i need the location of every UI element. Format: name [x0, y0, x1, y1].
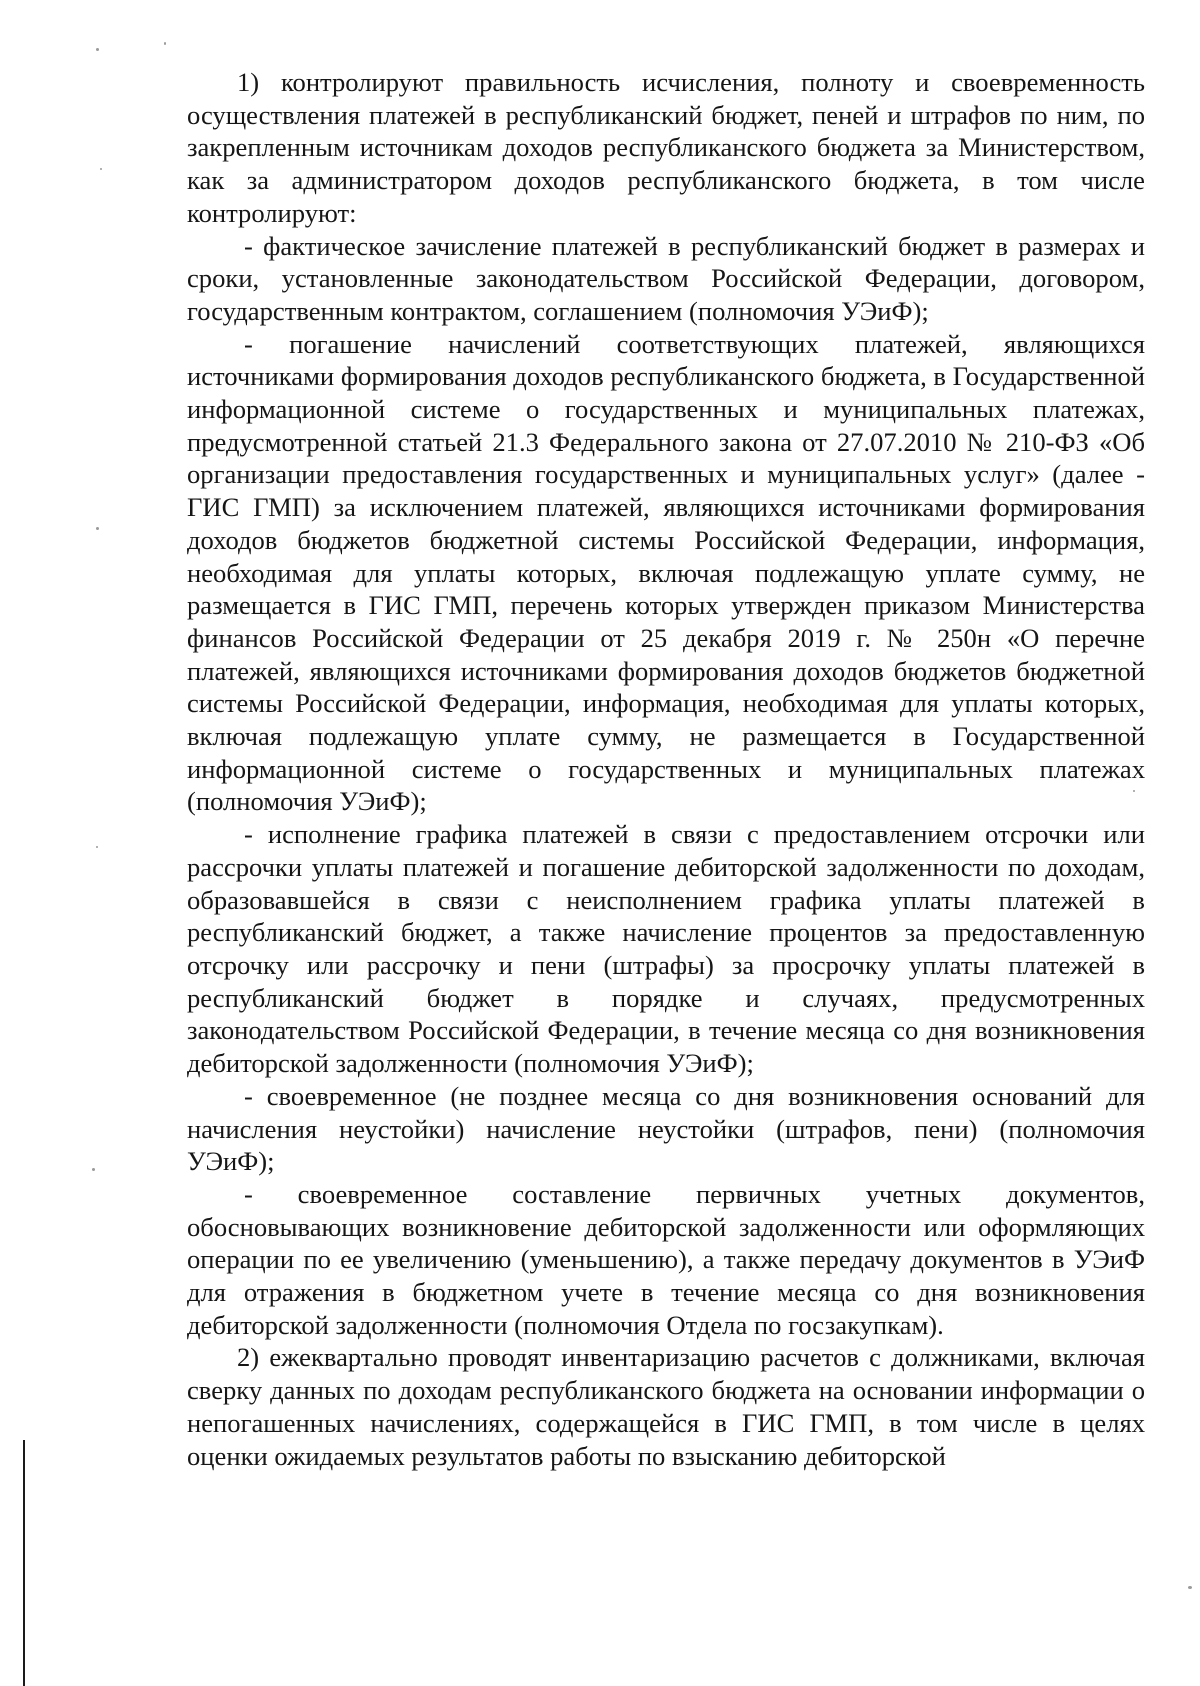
- paragraph-control-duties: 1) контролируют правильность исчисления, полноту и своевременность осуществления платежей в республиканский бюджет, пеней и штрафов по ним, по закрепленным источникам доходов республиканского бюджета за Министерством, как за администратором доходов республиканского бюджета, в том числе контролируют:: [187, 67, 1145, 228]
- scan-speck: [100, 168, 102, 170]
- paragraph-quarterly-inventory: 2) ежеквартально проводят инвентаризацию расчетов с должниками, включая сверку данных по доходам республиканского бюджета на основании информации о непогашенных начислениях, содержащейся в ГИС ГМП, в том числе в целях оценки ожидаемых результатов работы по взысканию дебиторской: [187, 1342, 1145, 1471]
- scan-edge-line: [23, 1440, 25, 1686]
- paragraph-actual-crediting: - фактическое зачисление платежей в республиканский бюджет в размерах и сроки, установленные законодательством Российской Федерации, договором, государственным контрактом, соглашением (полномочия УЭиФ);: [187, 230, 1145, 326]
- scan-speck: [96, 846, 98, 848]
- paragraph-primary-documents: - своевременное составление первичных учетных документов, обосновывающих возникновение дебиторской задолженности или оформляющих операции по ее увеличению (уменьшению), а также передачу документов в УЭиФ для отражения в бюджетном учете в течение месяца со дня возникновения дебиторской задолженности (полномочия Отдела по госзакупкам).: [187, 1178, 1145, 1340]
- scan-speck: [164, 42, 166, 45]
- document-body: [187, 66, 1145, 1472]
- scan-speck: [96, 527, 99, 530]
- paragraph-repayment-gis-gmp: - погашение начислений соответствующих платежей, являющихся источниками формирования доходов республиканского бюджета, в Государственной информационной системе о государственных и муниципальных платежах, предусмотренной статьей 21.3 Федерального закона от 27.07.2010 № 210-ФЗ «Об организации предоставления государственных и муниципальных услуг» (далее - ГИС ГМП) за исключением платежей, являющихся источниками формирования доходов бюджетов бюджетной системы Российской Федерации, информация, необходимая для уплаты которых, включая подлежащую уплате сумму, не размещается в ГИС ГМП, перечень которых утвержден приказом Министерства финансов Российской Федерации от 25 декабря 2019 г. № 250н «О перечне платежей, являющихся источниками формирования доходов бюджетов бюджетной системы Российской Федерации, информация, необходимая для уплаты которых, включая подлежащую уплате сумму, не размещается в Государственной информационной системе о государственных и муниципальных платежах (полномочия УЭиФ);: [187, 328, 1145, 817]
- scan-speck: [1133, 790, 1135, 792]
- paragraph-payment-schedule: - исполнение графика платежей в связи с предоставлением отсрочки или рассрочки уплаты платежей и погашение дебиторской задолженности по доходам, образовавшейся в связи с неисполнением графика уплаты платежей в республиканский бюджет, а также начисление процентов за предоставленную отсрочку или рассрочку и пени (штрафы) за просрочку уплаты платежей в республиканский бюджет в порядке и случаях, предусмотренных законодательством Российской Федерации, в течение месяца со дня возникновения дебиторской задолженности (полномочия УЭиФ);: [187, 819, 1145, 1079]
- scan-speck: [1188, 1586, 1192, 1589]
- scan-speck: [92, 1168, 95, 1171]
- paragraph-penalty-accrual: - своевременное (не позднее месяца со дня возникновения оснований для начисления неустойки) начисление неустойки (штрафов, пени) (полномочия УЭиФ);: [187, 1080, 1145, 1177]
- scan-speck: [96, 48, 99, 51]
